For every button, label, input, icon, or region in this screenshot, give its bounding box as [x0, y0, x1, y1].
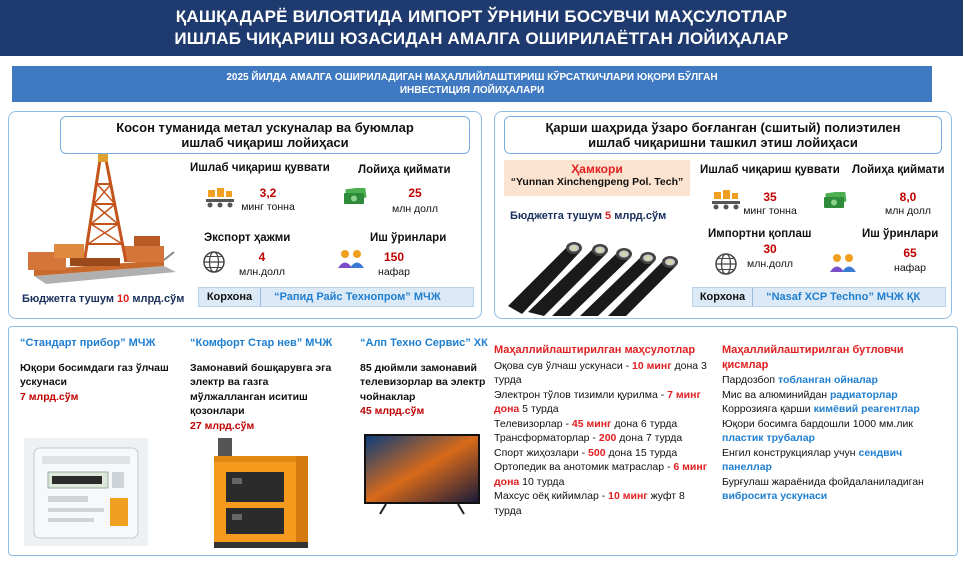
right-jobs-label: Иш ўринлари	[862, 228, 939, 240]
left-korxona-name: “Рапид Райс Технопром” МЧЖ	[274, 291, 441, 303]
globe-icon	[714, 252, 738, 276]
localized-products	[494, 343, 714, 518]
partner-label: Ҳамкори	[571, 162, 623, 176]
right-capacity-unit: минг тонна	[743, 205, 797, 217]
right-budget	[510, 210, 666, 222]
product-item	[494, 359, 714, 388]
product-item-highlight: 45 минг	[571, 417, 612, 430]
product-item-suffix: дона 3 турда	[494, 359, 707, 386]
right-cost-unit: млн долл	[884, 205, 932, 217]
part-item-text: Мис ва алюминийдан	[722, 388, 831, 401]
left-cost-label: Лойиҳа қиймати	[358, 164, 451, 176]
part-item-text: Коррозияга қарши	[722, 403, 814, 415]
right-korxona-bar	[692, 287, 946, 307]
product-item	[494, 446, 714, 461]
product-item-highlight: 7 минг дона	[494, 388, 701, 415]
product-item-text: Электрон тўлов тизимли қурилма -	[494, 388, 668, 401]
right-budget-value: 5	[605, 210, 612, 222]
left-capacity-label: Ишлаб чиқариш қуввати	[190, 162, 330, 174]
left-capacity-value: 3,2	[259, 186, 277, 200]
cable-image	[508, 226, 686, 316]
product-item-highlight: 10 минг	[608, 490, 648, 502]
product-item	[494, 460, 714, 489]
page-header	[0, 0, 963, 56]
right-jobs-value: 65	[903, 246, 917, 260]
product-item-suffix: 5 турда	[519, 403, 559, 415]
localized-products-title: Маҳаллийлаштирилган маҳсулотлар	[494, 344, 696, 356]
company-3-desc: 85 дюймли замонавий телевизорлар ва электр чойнаклар	[360, 361, 486, 403]
product-item-suffix: 10 турда	[519, 475, 565, 488]
left-jobs-unit: нафар	[378, 266, 410, 278]
right-import-unit: млн.долл	[746, 258, 794, 270]
partner-box	[504, 160, 690, 196]
globe-icon	[202, 250, 226, 274]
right-capacity-value: 35	[763, 190, 777, 204]
part-item-highlight: радиаторлар	[830, 388, 898, 401]
part-item-highlight: пластик трубалар	[722, 432, 815, 444]
localized-products-list	[494, 359, 714, 519]
part-item	[722, 373, 950, 388]
right-budget-prefix: Бюджетга тушум	[510, 210, 602, 222]
conveyor-icon	[206, 186, 234, 208]
part-item-highlight: сендвич панеллар	[722, 446, 903, 473]
company-2-desc: Замонавий бошқарувга эга электр ва газга мўлжалланган иситиш қозонлари	[190, 361, 332, 417]
company-1-desc: Юқори босимдаги газ ўлчаш ускунаси	[20, 361, 169, 388]
part-item	[722, 388, 950, 403]
part-item-text: Юқори босимга бардошли 1000 мм.лик	[722, 417, 913, 430]
company-3-amount: 45 млрд.сўм	[360, 405, 425, 417]
partner-name: “Yunnan Xinchengpeng Pol. Tech”	[510, 176, 684, 188]
gas-meter-image	[24, 438, 148, 546]
product-item-highlight: 200	[598, 432, 617, 444]
right-import-value: 30	[763, 242, 777, 256]
part-item-highlight: тобланган ойналар	[778, 374, 878, 386]
product-item-highlight: 6 минг дона	[494, 461, 708, 488]
right-jobs-unit: нафар	[894, 262, 926, 274]
part-item-highlight: кимёвий реагентлар	[813, 403, 920, 415]
tv-image	[362, 432, 482, 518]
left-korxona-bar	[198, 287, 474, 307]
company-card-2	[190, 336, 340, 433]
left-cost-value: 25	[408, 186, 422, 200]
product-item-suffix: дона 7 турда	[616, 432, 683, 444]
product-item-text: Махсус оёқ кийимлар -	[494, 490, 609, 502]
sub-banner-line-1: 2025 ЙИЛДА АМАЛГА ОШИРИЛАДИГАН МАҲАЛЛИЙЛАШТИРИШ КЎРСАТКИЧЛАРИ ЮҚОРИ БЎЛГАН	[226, 72, 718, 83]
left-budget	[22, 293, 184, 305]
part-item	[722, 475, 950, 504]
product-item-suffix: жуфт 8 турда	[494, 490, 685, 517]
left-title-line-1: Косон туманида метал ускуналар ва буюмлар	[116, 120, 414, 135]
conveyor-icon	[712, 188, 740, 210]
left-jobs-value: 150	[383, 250, 405, 264]
left-budget-prefix: Бюджетга тушум	[22, 293, 114, 305]
left-budget-suffix: млрд.сўм	[132, 293, 185, 305]
company-card-1	[20, 336, 170, 404]
sub-banner	[12, 66, 932, 102]
right-title-line-1: Қарши шаҳрида ўзаро боғланган (сшитый) полиэтилен	[545, 120, 901, 135]
left-export-unit: млн.долл	[238, 266, 286, 278]
left-jobs-label: Иш ўринлари	[370, 232, 447, 244]
localized-parts-list	[722, 373, 950, 504]
left-korxona-label: Корхона	[199, 288, 261, 306]
drilling-rig-image	[14, 148, 182, 288]
money-icon	[342, 188, 368, 206]
people-icon	[338, 248, 364, 270]
part-item-text: Бурғулаш жараёнида фойдаланиладиган	[722, 475, 924, 488]
boiler-image	[212, 434, 312, 552]
left-export-value: 4	[258, 250, 266, 264]
right-korxona-name: “Nasaf XCP Techno” МЧЖ ҚК	[766, 291, 921, 303]
product-item	[494, 388, 714, 417]
left-cost-unit: млн долл	[391, 203, 439, 215]
company-1-amount: 7 млрд.сўм	[20, 390, 79, 403]
left-title-line-2: ишлаб чиқариш лойиҳаси	[181, 135, 349, 150]
sub-banner-line-2: ИНВЕСТИЦИЯ ЛОЙИҲАЛАРИ	[399, 85, 545, 96]
product-item	[494, 489, 714, 518]
left-budget-value: 10	[117, 293, 130, 305]
localized-parts	[722, 343, 950, 504]
product-item-highlight: 500	[588, 446, 606, 459]
header-line-1: ҚАШҚАДАРЁ ВИЛОЯТИДА ИМПОРТ ЎРНИНИ БОСУВЧИ МАҲСУЛОТЛАР	[175, 7, 788, 26]
product-item-text: Телевизорлар -	[494, 417, 572, 430]
company-1-name: “Стандарт прибор” МЧЖ	[20, 337, 156, 349]
company-3-name: “Алп Техно Сервис” ХК	[360, 337, 488, 349]
right-cost-label: Лойиҳа қиймати	[852, 164, 945, 176]
product-item-text: Ортопедик ва анотомик матраслар -	[494, 461, 674, 473]
product-item-text: Оқова сув ўлчаш ускунаси -	[494, 359, 633, 372]
company-2-name: “Комфорт Стар нев” МЧЖ	[190, 337, 333, 349]
people-icon	[830, 252, 856, 274]
header-line-2: ИШЛАБ ЧИҚАРИШ ЮЗАСИДАН АМАЛГА ОШИРИЛАЁТГАН ЛОЙИҲАЛАР	[174, 29, 789, 48]
part-item-highlight: вибросита ускунаси	[722, 490, 828, 502]
part-item-text: Енгил конструкциялар учун	[722, 446, 859, 459]
company-card-3	[360, 336, 490, 419]
left-export-label: Экспорт ҳажми	[204, 232, 291, 244]
part-item	[722, 402, 950, 417]
product-item-text: Спорт жиҳозлари -	[494, 446, 589, 459]
right-project-title	[504, 116, 942, 154]
product-item-suffix: дона 6 турда	[611, 417, 678, 430]
product-item-text: Трансформаторлар -	[494, 432, 599, 444]
right-cost-value: 8,0	[899, 190, 917, 204]
product-item	[494, 431, 714, 446]
product-item-suffix: дона 15 турда	[605, 446, 678, 459]
product-item-highlight: 10 минг	[632, 359, 672, 372]
right-korxona-label: Корхона	[693, 288, 753, 306]
part-item	[722, 417, 950, 446]
right-budget-suffix: млрд.сўм	[614, 210, 667, 222]
money-icon	[822, 192, 848, 210]
part-item-text: Пардозбоп	[722, 374, 778, 386]
company-2-amount: 27 млрд.сўм	[190, 419, 255, 432]
right-import-label: Импортни қоплаш	[708, 228, 812, 240]
right-capacity-label: Ишлаб чиқариш қуввати	[700, 164, 840, 176]
left-capacity-unit: минг тонна	[241, 201, 295, 213]
localized-parts-title: Маҳаллийлаштирилган бутловчи қисмлар	[722, 344, 904, 371]
part-item	[722, 446, 950, 475]
right-title-line-2: ишлаб чиқаришни ташкил этиш лойиҳаси	[588, 135, 858, 150]
product-item	[494, 417, 714, 432]
